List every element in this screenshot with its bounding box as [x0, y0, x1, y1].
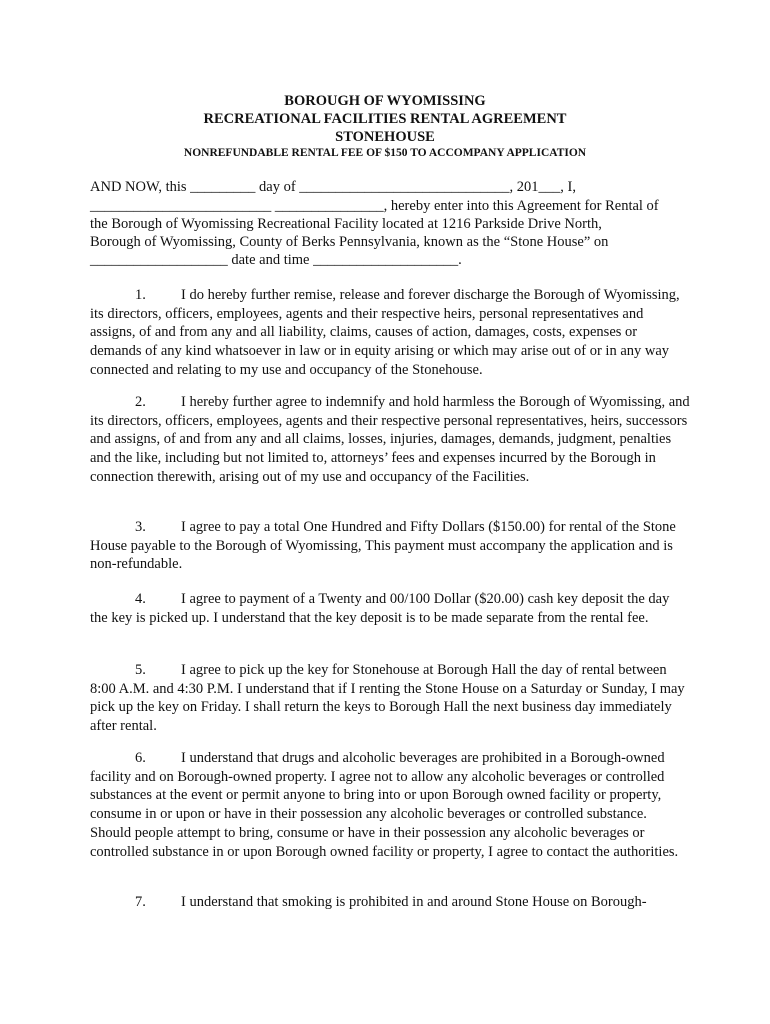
clause-text: I understand that drugs and alcoholic beverages are prohibited in a Borough-owned facility and on Borough-owned property. I agree not to allow any alcoholic beverages or controlled substances at the event or permit anyone to bring into or upon Borough owned facility or property, consume in or upon or have in their possession any alcoholic beverages or controlled substance. Should people attempt to bring, consume or have in their possession any alcoholic beverages or controlled substance in or upon Borough owned facility or property, I agree to contact the authorities. [90, 750, 679, 860]
intro-line-4: Borough of Wyomissing, County of Berks Pennsylvania, known as the “Stone House” on [90, 234, 609, 250]
clause-text: I do hereby further remise, release and forever discharge the Borough of Wyomissing, its directors, officers, employees, agents and their respective heirs, personal representatives and assigns, of and from any and all liability, claims, causes of action, damages, costs, expenses or demands of any kind whatsoever in law or in equity arising or which may arise out of or in any way connected and relating to my use and occupancy of the Stonehouse. [90, 287, 680, 378]
clause-text: I agree to pay a total One Hundred and Fifty Dollars ($150.00) for rental of the Stone House payable to the Borough of Wyomissing, This payment must accompany the application and is non-refundable. [90, 519, 676, 573]
clause-2 [90, 393, 690, 487]
intro-line-3: the Borough of Wyomissing Recreational Facility located at 1216 Parkside Drive North, [90, 216, 602, 232]
clause-number: 5. [135, 662, 146, 678]
title-stonehouse: STONEHOUSE [335, 129, 435, 145]
clause-number: 7. [135, 894, 146, 910]
intro-line-2: _________________________ _______________, hereby enter into this Agreement for Rental of [90, 198, 659, 214]
clause-5 [90, 661, 690, 736]
clause-4 [90, 590, 690, 627]
clause-3 [90, 518, 690, 574]
clause-text: I agree to payment of a Twenty and 00/100 Dollar ($20.00) cash key deposit the day the key is picked up. I understand that the key deposit is to be made separate from the rental fee. [90, 591, 670, 626]
clause-number: 4. [135, 591, 146, 607]
clause-1 [90, 286, 690, 380]
subtitle-fee-notice: NONREFUNDABLE RENTAL FEE OF $150 TO ACCOMPANY APPLICATION [183, 147, 587, 159]
intro-line-1: AND NOW, this _________ day of _____________________________, 201___, I, [90, 179, 577, 195]
title-agreement: RECREATIONAL FACILITIES RENTAL AGREEMENT [203, 111, 567, 127]
clause-text: I hereby further agree to indemnify and hold harmless the Borough of Wyomissing, and its directors, officers, employees, agents and their respective personal representatives, heirs, successors and assigns, of and from any and all claims, losses, injuries, damages, demands, judgment, penalties and the like, including but not limited to, attorneys’ fees and expenses incurred by the Borough in connection therewith, arising out of my use and occupancy of the Facilities. [90, 394, 690, 485]
intro-line-5: ___________________ date and time ____________________. [90, 252, 462, 268]
clause-number: 3. [135, 519, 146, 535]
clause-text: I understand that smoking is prohibited in and around Stone House on Borough- [181, 894, 647, 910]
clause-7 [90, 893, 690, 912]
title-borough: BOROUGH OF WYOMISSING [284, 93, 486, 109]
clause-number: 2. [135, 394, 146, 410]
clause-6 [90, 749, 690, 861]
clause-number: 1. [135, 287, 146, 303]
clause-number: 6. [135, 750, 146, 766]
clause-text: I agree to pick up the key for Stonehouse at Borough Hall the day of rental between 8:00 A.M. and 4:30 P.M. I understand that if I renting the Stone House on a Saturday or Sunday, I may pick up the key on Friday. I shall return the keys to Borough Hall the next business day immediately after rental. [90, 662, 685, 735]
